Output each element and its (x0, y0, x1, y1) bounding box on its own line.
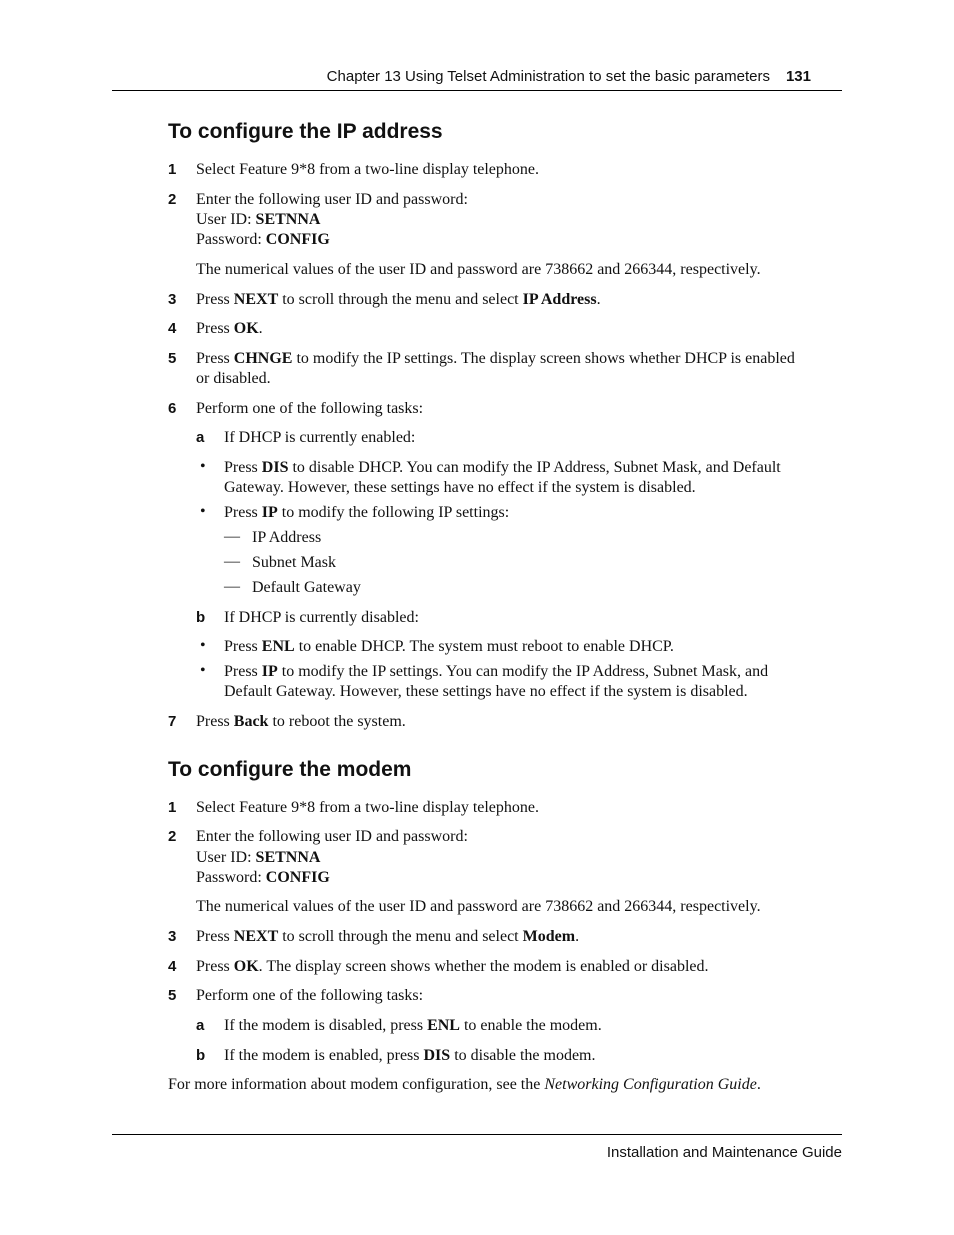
step-text: Enter the following user ID and password: (196, 828, 468, 845)
step-number: 4 (168, 958, 177, 975)
step-text: Perform one of the following tasks: (196, 987, 424, 1004)
step-text: Select Feature 9*8 from a two-line display telephone. (196, 799, 540, 816)
step-number: 2 (168, 828, 177, 845)
menu-item-name: IP Address (522, 291, 597, 308)
bullet: • (200, 458, 206, 475)
step-text: Press Back to reboot the system. (196, 713, 406, 730)
password-line (196, 868, 330, 888)
key-name: DIS (423, 1047, 451, 1064)
step-number: 1 (168, 799, 177, 816)
step-text: Select Feature 9*8 from a two-line display telephone. (196, 161, 540, 178)
step-text: Press NEXT to scroll through the menu and select IP Address. (196, 291, 601, 308)
bullet-text: Press ENL to enable DHCP. The system must reboot to enable DHCP. (224, 638, 674, 655)
bullet-text-cont: Default Gateway. However, these settings have no effect if the system is disabled. (224, 683, 748, 700)
step-number: 4 (168, 320, 177, 337)
bullet-text: Press IP to modify the following IP settings: (224, 504, 510, 521)
key-name: IP (261, 663, 278, 680)
step-text: Press OK. (196, 320, 263, 337)
key-name: IP (261, 504, 278, 521)
substep-text: If the modem is disabled, press ENL to enable the modem. (224, 1017, 602, 1034)
bullet: • (200, 662, 206, 679)
footer-title: Installation and Maintenance Guide (606, 1144, 842, 1161)
dash-marker: — (224, 553, 240, 570)
password-value: CONFIG (265, 231, 330, 248)
doc-reference: Networking Configuration Guide (544, 1076, 757, 1093)
step-text-cont: or disabled. (196, 370, 271, 387)
dash-marker: — (224, 578, 240, 595)
dash-item: IP Address (252, 529, 322, 546)
more-info-paragraph: For more information about modem configuration, see the Networking Configuration Guide. (168, 1076, 761, 1093)
label: Password: (196, 231, 262, 248)
step-number: 1 (168, 161, 177, 178)
header-rule (112, 90, 842, 91)
footer-rule (112, 1134, 842, 1135)
dash-item: Default Gateway (252, 579, 361, 596)
substep-text: If DHCP is currently enabled: (224, 429, 416, 446)
label: User ID: (196, 849, 252, 866)
dash-item: Subnet Mask (252, 554, 336, 571)
step-text: Press CHNGE to modify the IP settings. The display screen shows whether DHCP is enabled (196, 350, 795, 367)
substep-letter: a (196, 1017, 205, 1034)
userid-value: SETNNA (255, 211, 321, 228)
key-name: NEXT (233, 928, 279, 945)
substep-letter: b (196, 1047, 206, 1064)
bullet-text-cont: Gateway. However, these settings have no effect if the system is disabled. (224, 479, 696, 496)
key-name: DIS (261, 459, 289, 476)
step-text: Press NEXT to scroll through the menu and select Modem. (196, 928, 580, 945)
menu-item-name: Modem (522, 928, 576, 945)
userid-line (196, 210, 320, 230)
dash-marker: — (224, 528, 240, 545)
userid-value: SETNNA (255, 849, 321, 866)
step-text: Enter the following user ID and password: (196, 191, 468, 208)
step-number: 6 (168, 400, 177, 417)
numeric-note: The numerical values of the user ID and password are 738662 and 266344, respectively. (196, 261, 761, 278)
chapter-title: Chapter 13 Using Telset Administration to set the basic parameters (326, 68, 770, 85)
step-text: Press OK. The display screen shows whether the modem is enabled or disabled. (196, 958, 709, 975)
step-number: 3 (168, 928, 177, 945)
key-name: CHNGE (233, 350, 293, 367)
step-number: 3 (168, 291, 177, 308)
password-line (196, 230, 330, 250)
bullet-text: Press IP to modify the IP settings. You can modify the IP Address, Subnet Mask, and (224, 663, 769, 680)
key-name: Back (233, 713, 269, 730)
key-name: ENL (261, 638, 295, 655)
section-title-ip: To configure the IP address (168, 120, 443, 143)
substep-letter: b (196, 609, 206, 626)
substep-text: If DHCP is currently disabled: (224, 609, 419, 626)
step-number: 5 (168, 987, 177, 1004)
substep-text: If the modem is enabled, press DIS to disable the modem. (224, 1047, 596, 1064)
numeric-note: The numerical values of the user ID and password are 738662 and 266344, respectively. (196, 898, 761, 915)
step-number: 5 (168, 350, 177, 367)
section-title-modem: To configure the modem (168, 758, 412, 781)
key-name: ENL (427, 1017, 460, 1034)
label: Password: (196, 869, 262, 886)
password-value: CONFIG (265, 869, 330, 886)
step-number: 7 (168, 713, 177, 730)
key-name: OK (233, 320, 259, 337)
key-name: NEXT (233, 291, 279, 308)
running-header (327, 68, 811, 85)
bullet: • (200, 637, 206, 654)
bullet-text: Press DIS to disable DHCP. You can modify the IP Address, Subnet Mask, and Default (224, 459, 781, 476)
page-number: 131 (785, 68, 811, 85)
label: User ID: (196, 211, 252, 228)
step-text: Perform one of the following tasks: (196, 400, 424, 417)
bullet: • (200, 503, 206, 520)
key-name: OK (233, 958, 259, 975)
substep-letter: a (196, 429, 205, 446)
userid-line (196, 848, 320, 868)
step-number: 2 (168, 191, 177, 208)
